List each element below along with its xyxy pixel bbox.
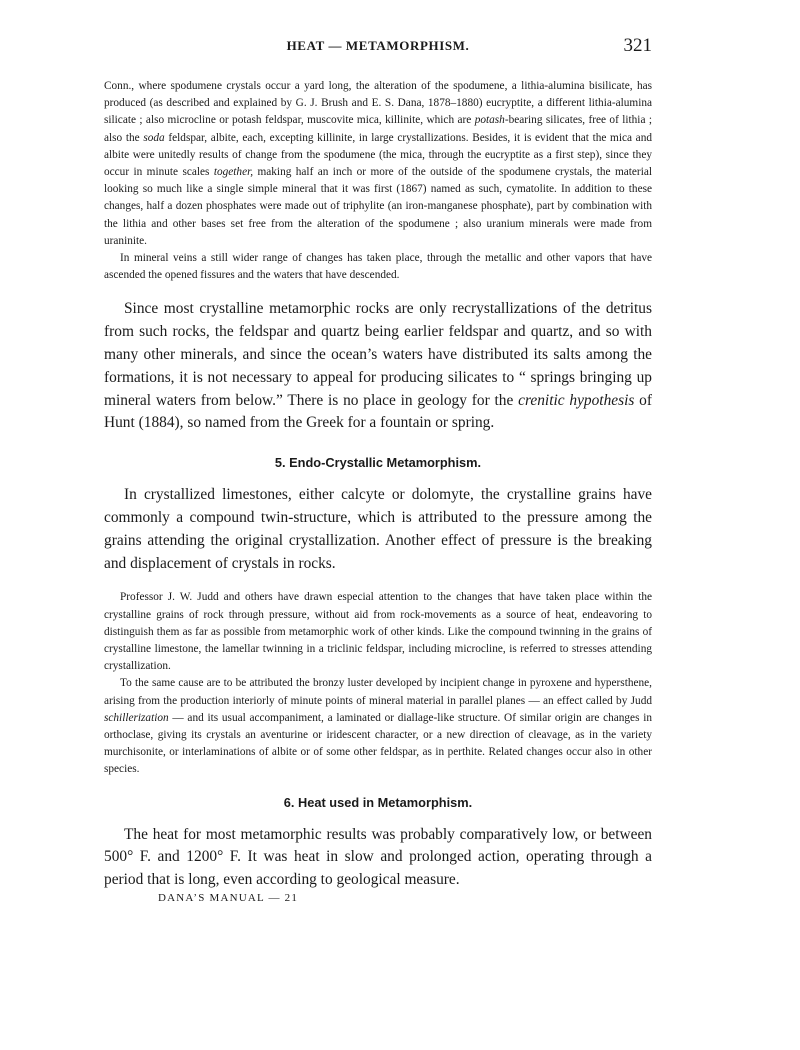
text-run: Conn., where spodumene crystals occur a yard long, the alteration of the spodumene, a lithia-alumina bisilicate, has produced (as described and explained by G. J. Brush and E. S. Dana, 1878–1880) eucryptite, a different lithia-alumina silicate ; also microcline or potash feldspar, muscovite mica, killinite, which are [104,80,652,127]
text-run: of Hunt (1884), so named from the Greek for a fountain or spring. [104,391,652,432]
section-heading-6: 6. Heat used in Metamorphism. [283,794,473,810]
paragraph-heat: The heat for most metamorphic results was probably comparatively low, or between 500° F. and 1200° F. It was heat in slow and prolonged action, operating through a period that is long, even according to geological measure. [104,825,652,889]
section-heading-5: 5. Endo-Crystallic Metamorphism. [274,455,482,471]
text-run: feldspar, albite, each, excepting killinite, in large crystallizations. Besides, it is evident that the mica and albite were unitedly results of change from the spodumene (the mica, through the eucryptite as a first step), since they occur in minute scales [104,131,652,179]
text-run: Since most crystalline metamorphic rocks are only recrystallizations of the detritus from such rocks, the feldspar and quartz being earlier feldspar and quartz, and so with many other minerals, and since the ocean’s waters have distributed its salts among the formations, it is not necessary to appeal for producing silicates to “ springs bringing up mineral waters from below.” There is no place in geology for the [104,300,652,409]
page-header [104,35,652,60]
running-head: HEAT — METAMORPHISM. [286,38,470,53]
emphasis-crenitic-hypothesis: crenitic hypothesis [518,391,635,409]
text-run: making half an inch or more of the outside of the spodumene crystals, the material looking so much like a single simple mineral that it was first (1867) named as such, cymatolite. In addition to these changes, half a dozen phosphates were made out of triphylite (an iron-manganese phosphate), part by combination with the lithia and other bases set free from the alteration of the spodumene ; also uranium minerals were made from uraninite. [104,166,652,247]
paragraph-crystallized-limestones: In crystallized limestones, either calcyte or dolomyte, the crystalline grains have commonly a compound twin-structure, which is attributed to the pressure among the grains attending the original crystallization. Another effect of pressure is the breaking and displacement of crystals in rocks. [104,486,652,572]
paragraph-mineral-veins: In mineral veins a still wider range of changes has taken place, through the metallic and other vapors that have ascended the opened fissures and the waters that have descended. [104,252,652,282]
paragraph-spodumene [104,78,652,250]
emphasis-together: together, [213,166,254,179]
text-run: -bearing silicates, free of lithia ; also the [104,114,652,144]
text-run: To the same cause are to be attributed the bronzy luster developed by incipient change in pyroxene and hypersthene, arising from the production interiorly of minute points of mineral material in parallel planes — an effect called by Judd [104,677,652,707]
text-run: — and its usual accompaniment, a laminated or diallage-like structure. Of similar origin are changes in orthoclase, giving its crystals an aventurine or iridescent character, or a new direction of cleavage, as in the variety murchisonite, or interlaminations of albite or of some other feldspar, as in perthite. Related changes occur also in other species. [104,711,652,776]
page-number: 321 [623,35,652,56]
emphasis-schillerization: schillerization [104,711,169,724]
paragraph-judd: Professor J. W. Judd and others have drawn especial attention to the changes that have taken place within the crystalline grains of rock through pressure, without aid from rock-movements as a source of heat, endeavoring to distinguish them as far as possible from metamorphic work of other kinds. Like the compound twinning in the grains of crystalline limestone, the lamellar twinning in a triclinic feldspar, including microcline, is referred to stresses attending crystallization. [104,591,652,673]
paragraph-bronzy-luster [104,675,652,778]
signature-mark: DANA’S MANUAL — 21 [158,892,299,905]
emphasis-potash: potash [474,114,505,127]
emphasis-soda: soda [143,131,165,144]
page-body [104,78,652,904]
paragraph-crystalline-rocks [104,298,652,435]
